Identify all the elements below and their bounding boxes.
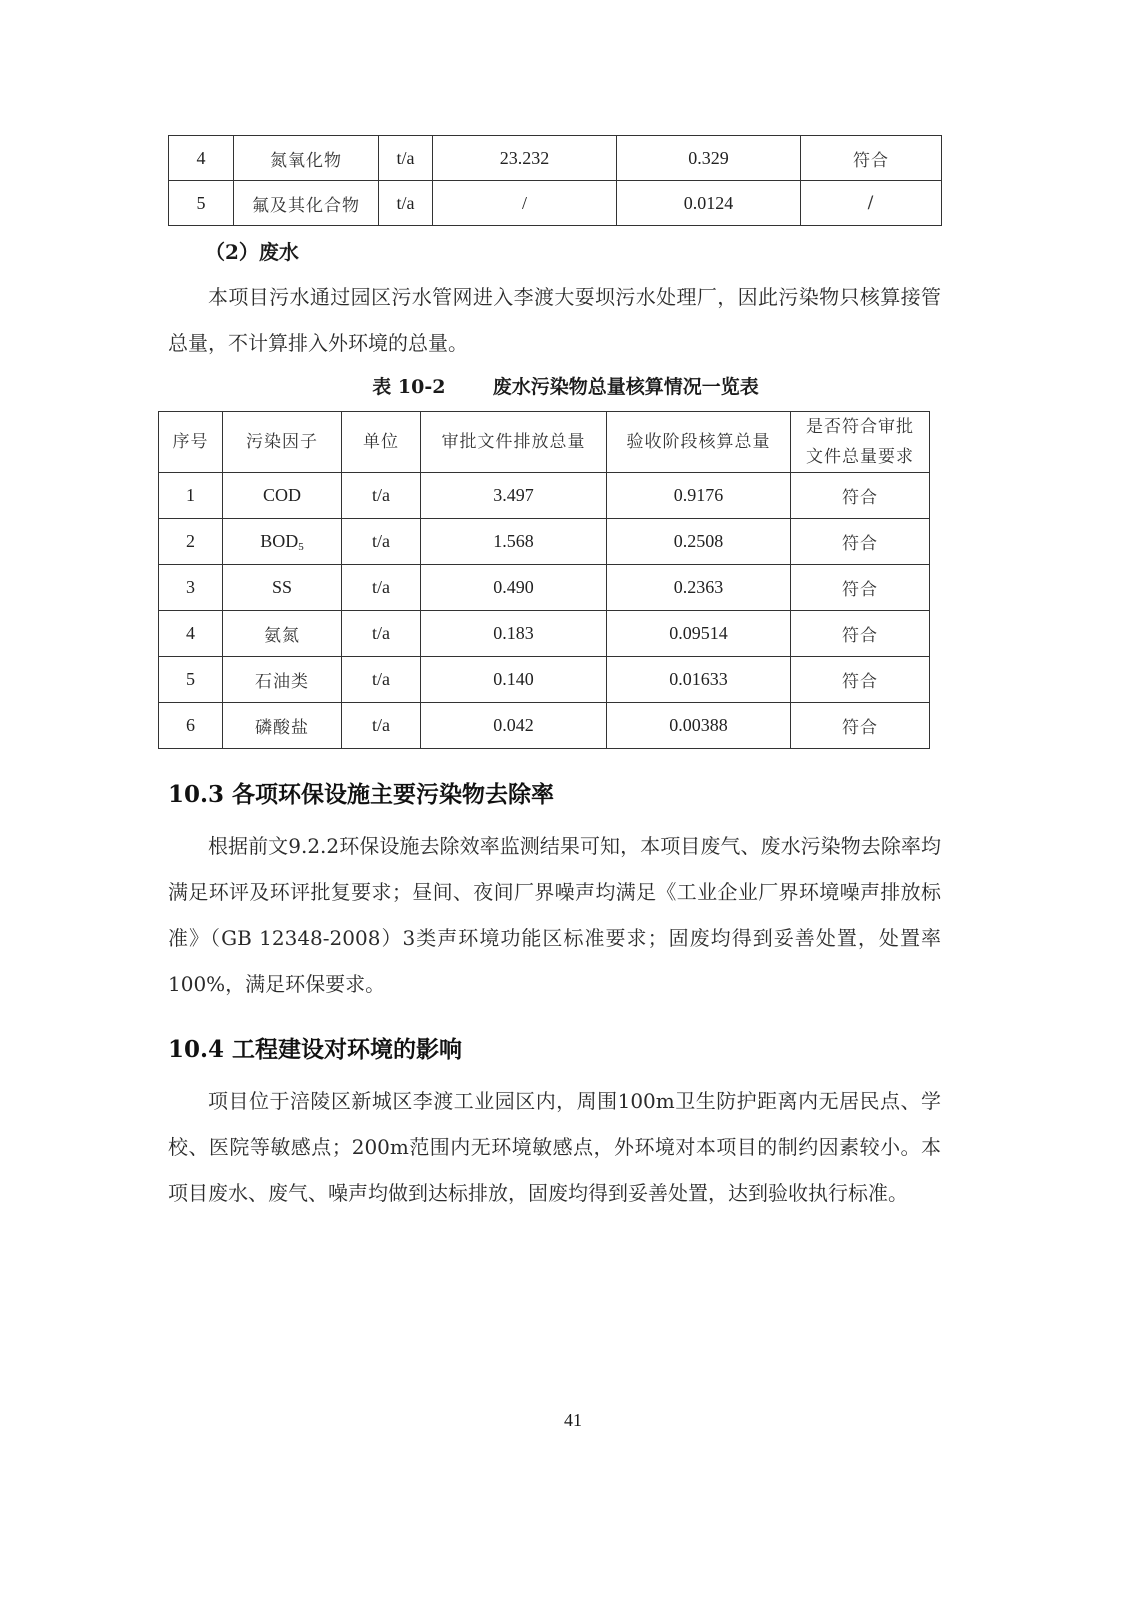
wastewater-total-table	[158, 411, 930, 749]
cell-approved: 3.497	[421, 473, 607, 519]
section-10-3-paragraph: 根据前文9.2.2环保设施去除效率监测结果可知，本项目废气、废水污染物去除率均满足环评及环评批复要求；昼间、夜间厂界噪声均满足《工业企业厂界环境噪声排放标准》（GB 12348-2008）3类声环境功能区标准要求；固废均得到妥善处置，处置率100%，满足环保要求。	[168, 834, 941, 996]
cell-factor: SS	[223, 565, 342, 611]
cell-approved: 23.232	[433, 136, 617, 181]
cell-approved: /	[433, 181, 617, 226]
cell-unit: t/a	[342, 657, 421, 703]
cell-no: 5	[159, 657, 223, 703]
cell-compliant: 符合	[791, 519, 930, 565]
header-compliant-line1: 是否符合审批	[806, 417, 914, 437]
cell-compliant: 符合	[791, 657, 930, 703]
header-accepted: 验收阶段核算总量	[607, 412, 791, 473]
cell-unit: t/a	[379, 136, 433, 181]
cell-unit: t/a	[342, 611, 421, 657]
cell-compliant: 符合	[801, 136, 942, 181]
table-caption-number: 表 10-2	[372, 376, 446, 398]
cell-accepted: 0.9176	[607, 473, 791, 519]
cell-accepted: 0.09514	[607, 611, 791, 657]
table-row	[159, 565, 930, 611]
cell-factor-subscript: 5	[298, 540, 304, 553]
page-number: 41	[564, 1410, 582, 1430]
table-caption-title: 废水污染物总量核算情况一览表	[492, 376, 759, 398]
wastewater-paragraph: 本项目污水通过园区污水管网进入李渡大耍坝污水处理厂，因此污染物只核算接管总量，不计算排入外环境的总量。	[168, 285, 941, 355]
cell-factor-text: BOD	[260, 530, 299, 551]
cell-unit: t/a	[342, 473, 421, 519]
table-row	[159, 703, 930, 749]
cell-factor	[223, 519, 342, 565]
header-compliant-line2: 文件总量要求	[806, 447, 914, 467]
header-unit: 单位	[342, 412, 421, 473]
cell-no: 6	[159, 703, 223, 749]
cell-compliant: 符合	[791, 703, 930, 749]
table-row	[159, 611, 930, 657]
header-factor: 污染因子	[223, 412, 342, 473]
table-row	[169, 181, 942, 226]
header-compliant	[791, 412, 930, 473]
cell-approved: 0.183	[421, 611, 607, 657]
header-approved: 审批文件排放总量	[421, 412, 607, 473]
cell-factor: 氟及其化合物	[234, 181, 379, 226]
cell-unit: t/a	[342, 703, 421, 749]
table-row	[159, 473, 930, 519]
cell-factor: 磷酸盐	[223, 703, 342, 749]
cell-approved: 1.568	[421, 519, 607, 565]
cell-no: 3	[159, 565, 223, 611]
cell-approved: 0.140	[421, 657, 607, 703]
cell-accepted: 0.0124	[617, 181, 801, 226]
wastewater-heading: （2）废水	[205, 240, 299, 264]
cell-unit: t/a	[342, 519, 421, 565]
cell-accepted: 0.00388	[607, 703, 791, 749]
section-10-4-paragraph: 项目位于涪陵区新城区李渡工业园区内，周围100m卫生防护距离内无居民点、学校、医院等敏感点；200m范围内无环境敏感点，外环境对本项目的制约因素较小。本项目废水、废气、噪声均做到达标排放，固废均得到妥善处置，达到验收执行标准。	[168, 1089, 941, 1205]
cell-compliant: 符合	[791, 565, 930, 611]
cell-factor: 石油类	[223, 657, 342, 703]
cell-factor: 氮氧化物	[234, 136, 379, 181]
cell-accepted: 0.2508	[607, 519, 791, 565]
table-row	[159, 519, 930, 565]
cell-no: 4	[169, 136, 234, 181]
section-10-4-heading: 10.4 工程建设对环境的影响	[168, 1036, 463, 1063]
cell-compliant: 符合	[791, 473, 930, 519]
header-no: 序号	[159, 412, 223, 473]
cell-accepted: 0.01633	[607, 657, 791, 703]
table-row	[159, 657, 930, 703]
cell-unit: t/a	[379, 181, 433, 226]
cell-factor: 氨氮	[223, 611, 342, 657]
section-10-3-heading: 10.3 各项环保设施主要污染物去除率	[168, 781, 555, 808]
cell-approved: 0.042	[421, 703, 607, 749]
air-pollutant-table-continued	[168, 135, 942, 226]
table-header-row	[159, 412, 930, 473]
cell-no: 5	[169, 181, 234, 226]
cell-approved: 0.490	[421, 565, 607, 611]
table-row	[169, 136, 942, 181]
cell-no: 1	[159, 473, 223, 519]
cell-no: 4	[159, 611, 223, 657]
cell-accepted: 0.329	[617, 136, 801, 181]
cell-factor: COD	[223, 473, 342, 519]
cell-no: 2	[159, 519, 223, 565]
table-caption	[0, 372, 1131, 399]
cell-unit: t/a	[342, 565, 421, 611]
cell-compliant: /	[801, 181, 942, 226]
cell-compliant: 符合	[791, 611, 930, 657]
cell-accepted: 0.2363	[607, 565, 791, 611]
